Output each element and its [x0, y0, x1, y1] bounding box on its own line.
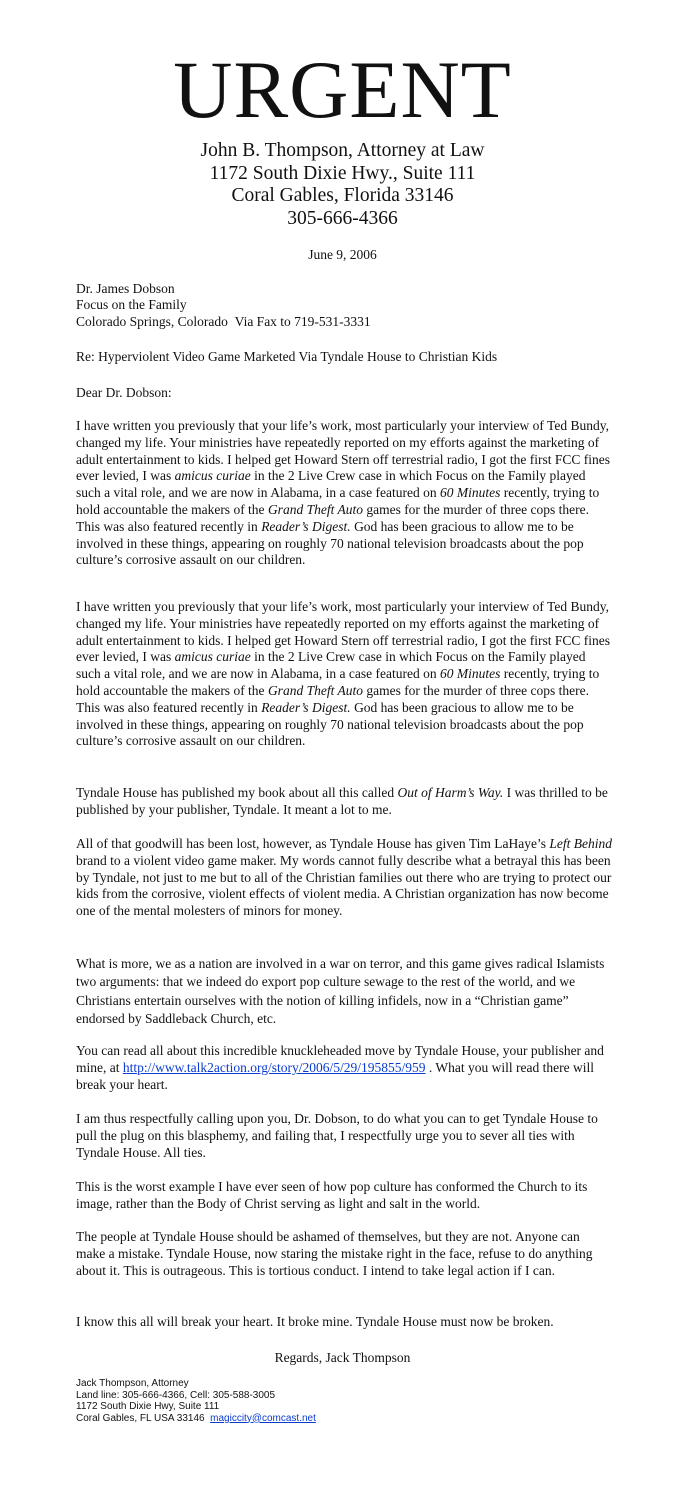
letterhead — [0, 140, 685, 230]
text: Tyndale House has published my book about all this called — [76, 785, 398, 800]
text: recently, trying to hold accountable the makers of the — [76, 485, 600, 517]
text: I was thrilled to be published by your publisher, Tyndale. It meant a lot to me. — [76, 785, 608, 817]
letterhead-city: Coral Gables, Florida 33146 — [231, 185, 454, 206]
headline: URGENT — [173, 44, 512, 135]
paragraph-10: I know this all will break your heart. It broke mine. Tyndale House must now be broken. — [76, 1314, 554, 1329]
salutation: Dear Dr. Dobson: — [76, 385, 172, 400]
email-link[interactable]: magiccity@comcast.net — [210, 1412, 316, 1424]
italic-text: amicus curiae — [174, 468, 251, 484]
recipient-address — [76, 281, 371, 330]
italic-text: 60 Minutes — [439, 485, 501, 501]
text: You can read all about this incredible knuckleheaded move by Tyndale House, your publisher and mine, at — [76, 1043, 604, 1075]
paragraph-4 — [76, 836, 612, 920]
text: God has been gracious to allow me to be involved in these things, appearing on roughly 70 national television broadcasts about the pop culture’s corrosive assault on our children. — [76, 699, 584, 749]
paragraph-3 — [76, 785, 612, 819]
footer-contact — [76, 1378, 316, 1424]
letterhead-phone: 305-666-4366 — [287, 207, 398, 229]
paragraph-6 — [76, 1043, 612, 1093]
footer-line-4: Coral Gables, FL USA 33146 — [76, 1412, 205, 1424]
recipient-name: Dr. James Dobson — [76, 281, 175, 296]
paragraph-8: This is the worst example I have ever seen of how pop culture has conformed the Church to its image, rather than the Body of Christ serving as light and salt in the world. — [76, 1179, 588, 1211]
italic-text: Left Behind — [549, 836, 612, 851]
italic-text: Reader’s Digest. — [261, 699, 351, 715]
italic-text: 60 Minutes — [439, 666, 501, 682]
footer-line-2: Land line: 305-666-4366, Cell: 305-588-3005 — [76, 1389, 276, 1401]
text: I have written you previously that your life’s work, most particularly your interview of Ted Bundy, changed my life. Your ministries have repeatedly reported on my efforts against the marketing of adult entertainment to kids. I helped get Howard Stern off terrestrial radio, I got the first FCC fines ever levied, I was — [76, 418, 610, 484]
signoff: Regards, Jack Thompson — [274, 1350, 411, 1365]
recipient-location: Colorado Springs, Colorado — [76, 313, 228, 329]
text: brand to a violent video game maker. My words cannot fully describe what a betrayal this has been by Tyndale, not just to me but to all of the Christian families out there who are trying to protect our kids from the corrosive, violent effects of violent media. A Christian organization has now become one of the mental molesters of minors for money. — [76, 852, 612, 919]
italic-text: amicus curiae — [174, 649, 251, 665]
letterhead-street: 1172 South Dixie Hwy., Suite 111 — [209, 162, 476, 184]
text: in the 2 Live Crew case in which Focus on the Family played such a vital role, and we are now in Alabama, in a case featured on — [76, 649, 586, 682]
text: God has been gracious to allow me to be involved in these things, appearing on roughly 70 national television broadcasts about the pop culture’s corrosive assault on our children. — [76, 518, 584, 568]
footer-line-4-wrap — [76, 1413, 316, 1425]
text: games for the murder of three cops there. This was also featured recently in — [76, 501, 589, 534]
recipient-fax: Via Fax to 719-531-3331 — [234, 313, 371, 329]
paragraph-2 — [76, 599, 612, 750]
paragraph-5: What is more, we as a nation are involved in a war on terror, and this game gives radical Islamists two arguments: that we indeed do export pop culture sewage to the rest of the world, and we Christians entertain ourselves with the notion of killing infidels, now in a “Christian game” endorsed by Saddleback Church, etc. — [76, 956, 605, 1026]
italic-text: Grand Theft Auto — [267, 682, 363, 698]
paragraph-1 — [76, 418, 612, 569]
footer-line-3: 1172 South Dixie Hwy, Suite 111 — [76, 1401, 220, 1412]
text: games for the murder of three cops there. This was also featured recently in — [76, 682, 589, 715]
text: in the 2 Live Crew case in which Focus on the Family played such a vital role, and we are now in Alabama, in a case featured on — [76, 468, 586, 501]
text: recently, trying to hold accountable the makers of the — [76, 666, 600, 698]
text: . What you will read there will break your heart. — [76, 1059, 594, 1092]
recipient-org: Focus on the Family — [76, 297, 187, 313]
paragraph-9: The people at Tyndale House should be ashamed of themselves, but they are not. Anyone can make a mistake. Tyndale House, now staring the mistake right in the face, refuse to do anything about it. This is outrageous. This is tortious conduct. I intend to take legal action if I can. — [76, 1229, 593, 1278]
paragraph-7: I am thus respectfully calling upon you, Dr. Dobson, to do what you can to get Tyndale House to pull the plug on this blasphemy, and failing that, I respectfully urge you to sever all ties with Tyndale House. All ties. — [76, 1111, 598, 1160]
italic-text: Out of Harm’s Way. — [397, 785, 504, 800]
text: All of that goodwill has been lost, however, as Tyndale House has given Tim LaHaye’s — [76, 836, 550, 851]
letter-date: June 9, 2006 — [308, 247, 377, 262]
footer-line-1: Jack Thompson, Attorney — [76, 1378, 189, 1389]
recipient-location-line — [76, 314, 371, 330]
article-link[interactable]: http://www.talk2action.org/story/2006/5/29/195855/959 — [122, 1059, 426, 1075]
text: I have written you previously that your life’s work, most particularly your interview of Ted Bundy, changed my life. Your ministries have repeatedly reported on my efforts against the marketing of adult entertainment to kids. I helped get Howard Stern off terrestrial radio, I got the first FCC fines ever levied, I was — [76, 599, 610, 665]
italic-text: Reader’s Digest. — [261, 518, 351, 534]
subject-line: Re: Hyperviolent Video Game Marketed Via Tyndale House to Christian Kids — [76, 349, 498, 364]
italic-text: Grand Theft Auto — [267, 501, 363, 517]
letterhead-name: John B. Thompson, Attorney at Law — [200, 140, 485, 161]
